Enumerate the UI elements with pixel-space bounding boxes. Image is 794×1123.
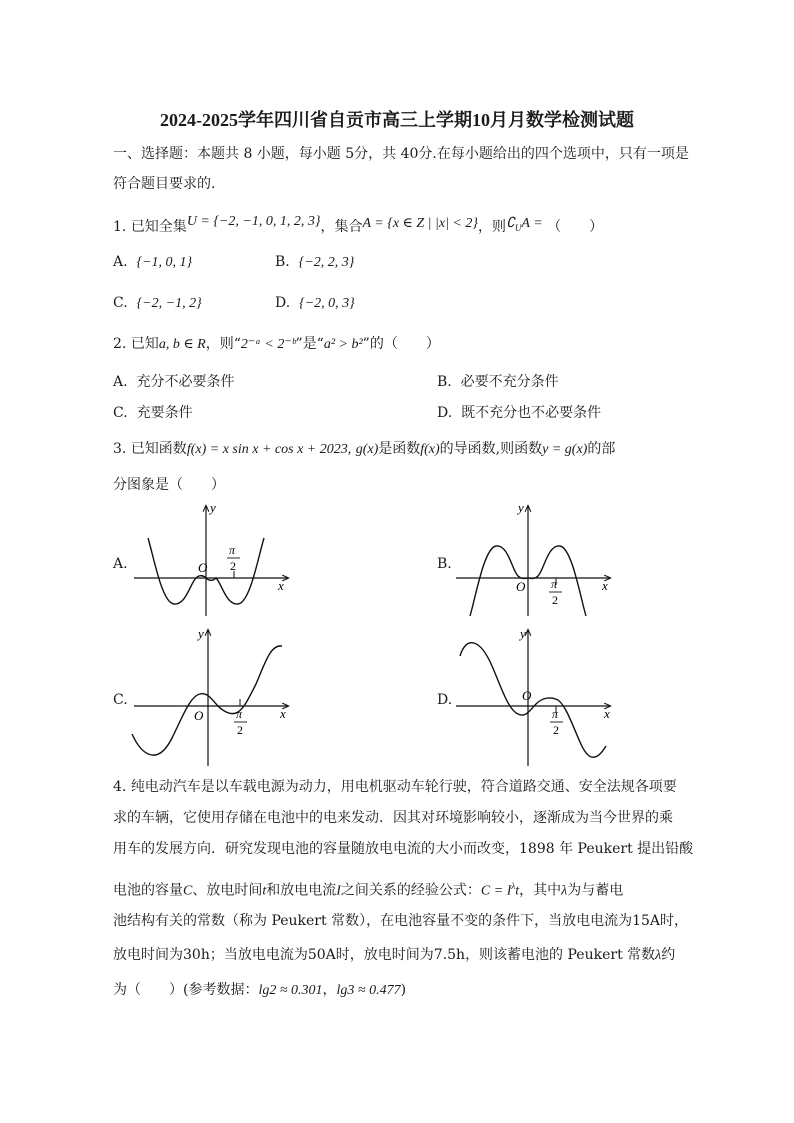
y-axis-label: y xyxy=(210,500,216,515)
q1-text: ，集合 xyxy=(320,219,363,235)
q2-text: 已知 xyxy=(130,336,159,352)
section-header: 一、选择题：本题共 8 小题，每小题 5分，共 40分.在每小题给出的四个选项中，只有一项是 xyxy=(113,146,689,162)
graph-option-a xyxy=(130,498,300,618)
condition-2: a² > b² xyxy=(323,337,363,352)
origin-label: O xyxy=(194,708,204,723)
option-text: 必要不充分条件 xyxy=(460,374,559,390)
question-number: 2. xyxy=(113,336,127,352)
q3-text: 的部 xyxy=(587,441,616,457)
two-label: 2 xyxy=(230,559,236,573)
option-label: C. xyxy=(113,295,128,311)
option-label: C. xyxy=(113,405,128,421)
condition-1: 2⁻ᵃ < 2⁻ᵇ xyxy=(240,337,296,352)
graph-option-b xyxy=(452,498,622,618)
q4-text: 为（ ）(参考数据： xyxy=(113,982,259,998)
option-label: D. xyxy=(275,295,291,311)
graph-option-d xyxy=(452,626,622,771)
option-text: 既不充分也不必要条件 xyxy=(461,405,602,421)
q2-text: ”的（ ） xyxy=(362,336,440,352)
var-I: I xyxy=(336,883,341,899)
q3-text: 已知函数 xyxy=(130,441,187,457)
question-number: 1. xyxy=(113,219,127,235)
question-4-line-1 xyxy=(113,778,677,796)
ref-lg3: lg3 ≈ 0.477 xyxy=(336,983,401,998)
option-text: {−2, −1, 2} xyxy=(136,296,202,311)
q1-text: 已知全集 xyxy=(130,219,187,235)
option-text: {−2, 0, 3} xyxy=(299,296,355,311)
y-axis-label: y xyxy=(520,626,526,641)
q4-text: 约 xyxy=(661,947,676,963)
question-4-line-7 xyxy=(113,981,406,1000)
section-header-cont: 符合题目要求的. xyxy=(113,176,216,192)
q4-text: 放电时间为 xyxy=(113,947,183,963)
graph-option-c-label: C. xyxy=(113,692,128,708)
curve xyxy=(132,646,282,755)
set-A: A = {x ∈ Z | |x| < 2} xyxy=(362,216,478,231)
x-axis-label: x xyxy=(602,578,608,593)
origin-label: O xyxy=(516,579,526,594)
q4-text: 时，放电时间为 xyxy=(335,947,434,963)
q1-option-b xyxy=(275,253,354,272)
question-3-stem xyxy=(113,440,615,459)
q4-text: 为与蓄电 xyxy=(567,882,624,899)
question-4-line-6 xyxy=(113,946,675,965)
x-axis-label: x xyxy=(278,578,284,593)
formula-t: t xyxy=(515,883,520,899)
current-50A: 50A xyxy=(307,947,336,963)
graph-option-a-label: A. xyxy=(113,556,128,572)
y-axis-label: y xyxy=(198,626,204,641)
x-axis-label: x xyxy=(604,706,610,721)
question-number: 3. xyxy=(113,441,127,457)
option-text: {−2, 2, 3} xyxy=(298,255,355,270)
q2-vars: a, b ∈ R xyxy=(158,337,206,352)
q1-option-c xyxy=(113,294,202,313)
time-7-5h: 7.5h xyxy=(433,947,466,963)
q4-text: ， xyxy=(322,982,337,998)
question-number: 4. xyxy=(113,779,127,795)
set-U: U = {−2, −1, 0, 1, 2, 3} xyxy=(186,214,321,229)
two-label: 2 xyxy=(237,723,243,737)
question-4-line-5 xyxy=(113,912,688,930)
origin-label: O xyxy=(198,560,208,575)
ref-lg2: lg2 ≈ 0.301 xyxy=(258,983,323,998)
pi-label: π xyxy=(552,707,559,721)
q1-option-d xyxy=(275,294,355,313)
function-g: g(x) xyxy=(355,442,379,457)
option-label: D. xyxy=(437,405,453,421)
option-label: A. xyxy=(113,254,128,270)
q2-option-b xyxy=(437,373,559,391)
q4-text: 电池的容量 xyxy=(113,882,183,899)
pi-label: π xyxy=(551,577,558,591)
question-4-line-4 xyxy=(113,877,623,901)
q2-option-c xyxy=(113,404,193,422)
option-label: A. xyxy=(113,374,128,390)
complement-A: A = xyxy=(521,216,543,231)
option-label: B. xyxy=(275,254,290,270)
q4-text: 和放电电流 xyxy=(266,882,337,899)
question-4-line-2: 求的车辆，它使用存储在电池中的电来发动．因其对环境影响较小，逐渐成为当今世界的乘 xyxy=(113,810,673,826)
function-f: f(x) = x sin x + cos x + 2023, xyxy=(186,442,352,457)
question-3-stem-cont: 分图象是（ ） xyxy=(113,477,225,493)
graph-option-d-label: D. xyxy=(437,692,453,708)
option-text: 充要条件 xyxy=(136,405,193,421)
q4-text: 、放电时间 xyxy=(192,882,263,899)
formula-exponent: λ xyxy=(511,881,516,891)
q4-text: 之间关系的经验公式： xyxy=(340,882,481,899)
question-2-stem xyxy=(113,335,440,354)
y-axis-label: y xyxy=(518,500,524,515)
answer-paren: （ ） xyxy=(547,219,604,235)
var-lambda: λ xyxy=(655,948,662,963)
question-4-line-3: 用车的发展方向．研究发现电池的容量随放电电流的大小而改变，1898 年 Peukert 提出铅酸 xyxy=(113,841,694,857)
q4-text: 时， xyxy=(660,913,689,929)
var-lambda: λ xyxy=(561,883,568,899)
current-15A: 15A xyxy=(632,913,661,929)
complement-subscript: U xyxy=(514,223,522,233)
q4-text: ；当放电电流为 xyxy=(209,947,308,963)
q4-text: ) xyxy=(400,982,407,998)
q3-text: 是函数 xyxy=(378,441,421,457)
q4-text: ，其中 xyxy=(519,882,562,899)
function-f-ref: f(x) xyxy=(420,442,440,457)
complement-symbol: ∁ xyxy=(505,216,515,231)
function-y: y = g(x) xyxy=(542,442,588,457)
graph-option-c xyxy=(130,626,300,771)
time-30h: 30h xyxy=(183,947,210,963)
pi-label: π xyxy=(229,543,236,557)
two-label: 2 xyxy=(552,593,558,607)
q2-option-a xyxy=(113,373,234,391)
var-C: C xyxy=(183,883,193,899)
curve xyxy=(460,643,606,758)
option-text: {−1, 0, 1} xyxy=(136,255,193,270)
q2-option-d xyxy=(437,404,601,422)
q4-text: 池结构有关的常数（称为 Peukert 常数），在电池容量不变的条件下，当放电电流为 xyxy=(113,913,633,929)
x-axis-label: x xyxy=(280,706,286,721)
origin-label: O xyxy=(522,688,532,703)
q1-text: ，则 xyxy=(477,219,506,235)
var-t: t xyxy=(262,883,267,899)
q4-text: 纯电动汽车是以车载电源为动力，用电机驱动车轮行驶，符合道路交通、安全法规各项要 xyxy=(130,779,677,795)
graph-option-b-label: B. xyxy=(437,556,452,572)
page-title: 2024-2025学年四川省自贡市高三上学期10月月数学检测试题 xyxy=(160,110,634,130)
peukert-formula: C = I xyxy=(480,883,512,899)
q2-text: ，则“ xyxy=(205,336,241,352)
q3-text: 的导函数,则函数 xyxy=(439,441,543,457)
option-text: 充分不必要条件 xyxy=(136,374,235,390)
pi-label: π xyxy=(236,707,243,721)
option-label: B. xyxy=(437,374,452,390)
two-label: 2 xyxy=(553,723,559,737)
q4-text: ，则该蓄电池的 Peukert 常数 xyxy=(465,947,656,963)
q1-option-a xyxy=(113,253,192,272)
q2-text: ”是“ xyxy=(295,336,324,352)
question-1-stem xyxy=(113,214,604,237)
